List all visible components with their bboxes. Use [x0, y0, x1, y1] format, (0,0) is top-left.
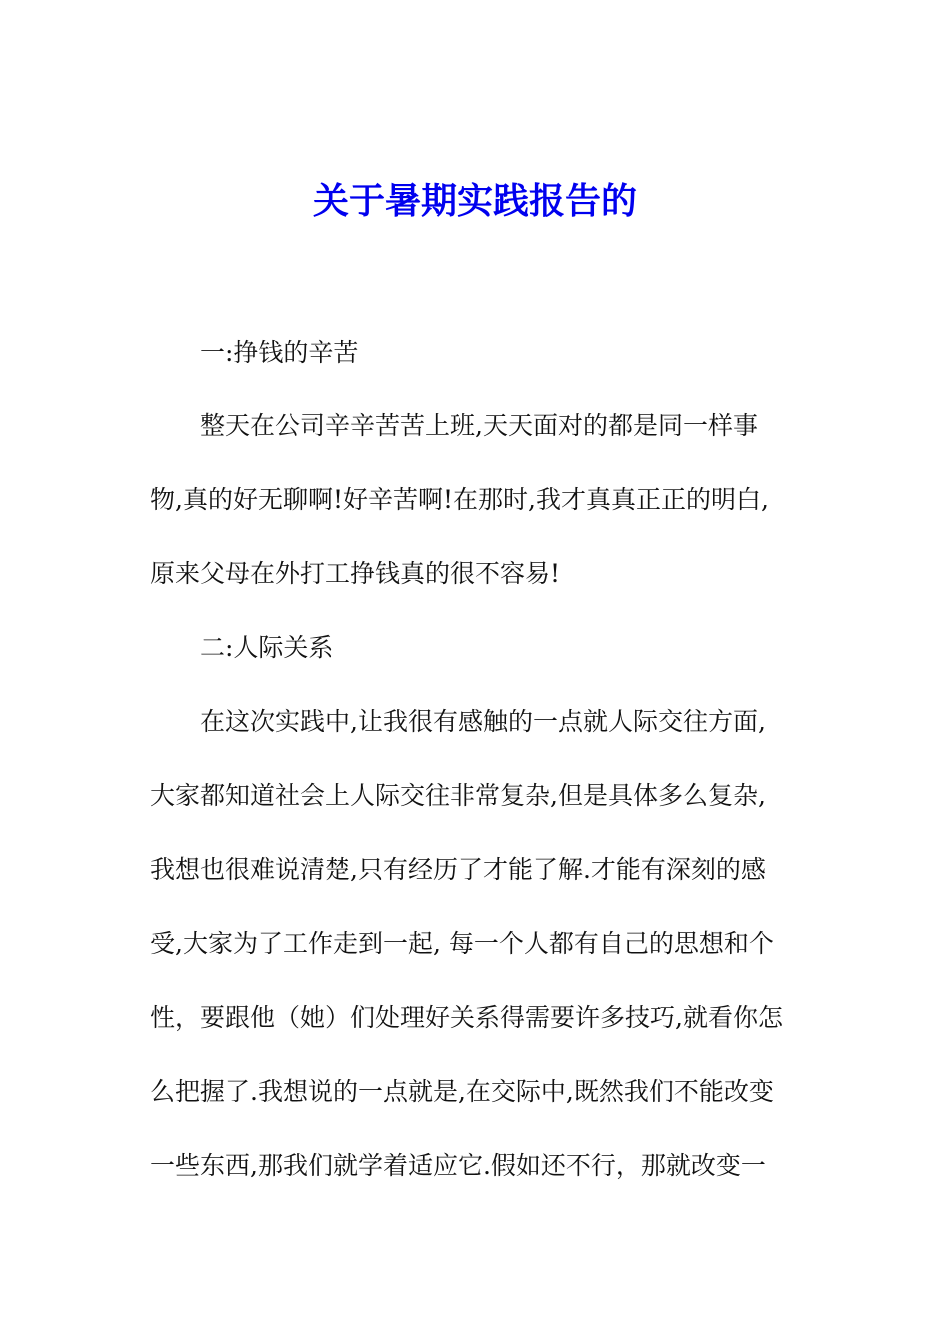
paragraph-line: 受,大家为了工作走到一起, 每一个人都有自己的思想和个 — [150, 929, 774, 958]
paragraph-line: 物,真的好无聊啊!好辛苦啊!在那时,我才真真正正的明白, — [150, 485, 769, 514]
paragraph-line: 一些东西,那我们就学着适应它.假如还不行，那就改变一 — [150, 1151, 766, 1180]
paragraph-line: 性，要跟他（她）们处理好关系得需要许多技巧,就看你怎 — [150, 1003, 783, 1032]
paragraph-line: 我想也很难说清楚,只有经历了才能了解.才能有深刻的感 — [150, 855, 766, 884]
paragraph-line: 在这次实践中,让我很有感触的一点就人际交往方面, — [200, 707, 766, 736]
document-title: 关于暑期实践报告的 — [312, 181, 637, 222]
paragraph-line: 么把握了.我想说的一点就是,在交际中,既然我们不能改变 — [150, 1077, 774, 1106]
paragraph-line: 原来父母在外打工挣钱真的很不容易! — [150, 559, 561, 588]
section-heading-1: 一:挣钱的辛苦 — [200, 338, 359, 367]
paragraph-line: 大家都知道社会上人际交往非常复杂,但是具体多么复杂, — [150, 781, 766, 810]
section-heading-2: 二:人际关系 — [200, 633, 334, 662]
paragraph-line: 整天在公司辛辛苦苦上班,天天面对的都是同一样事 — [200, 411, 758, 440]
